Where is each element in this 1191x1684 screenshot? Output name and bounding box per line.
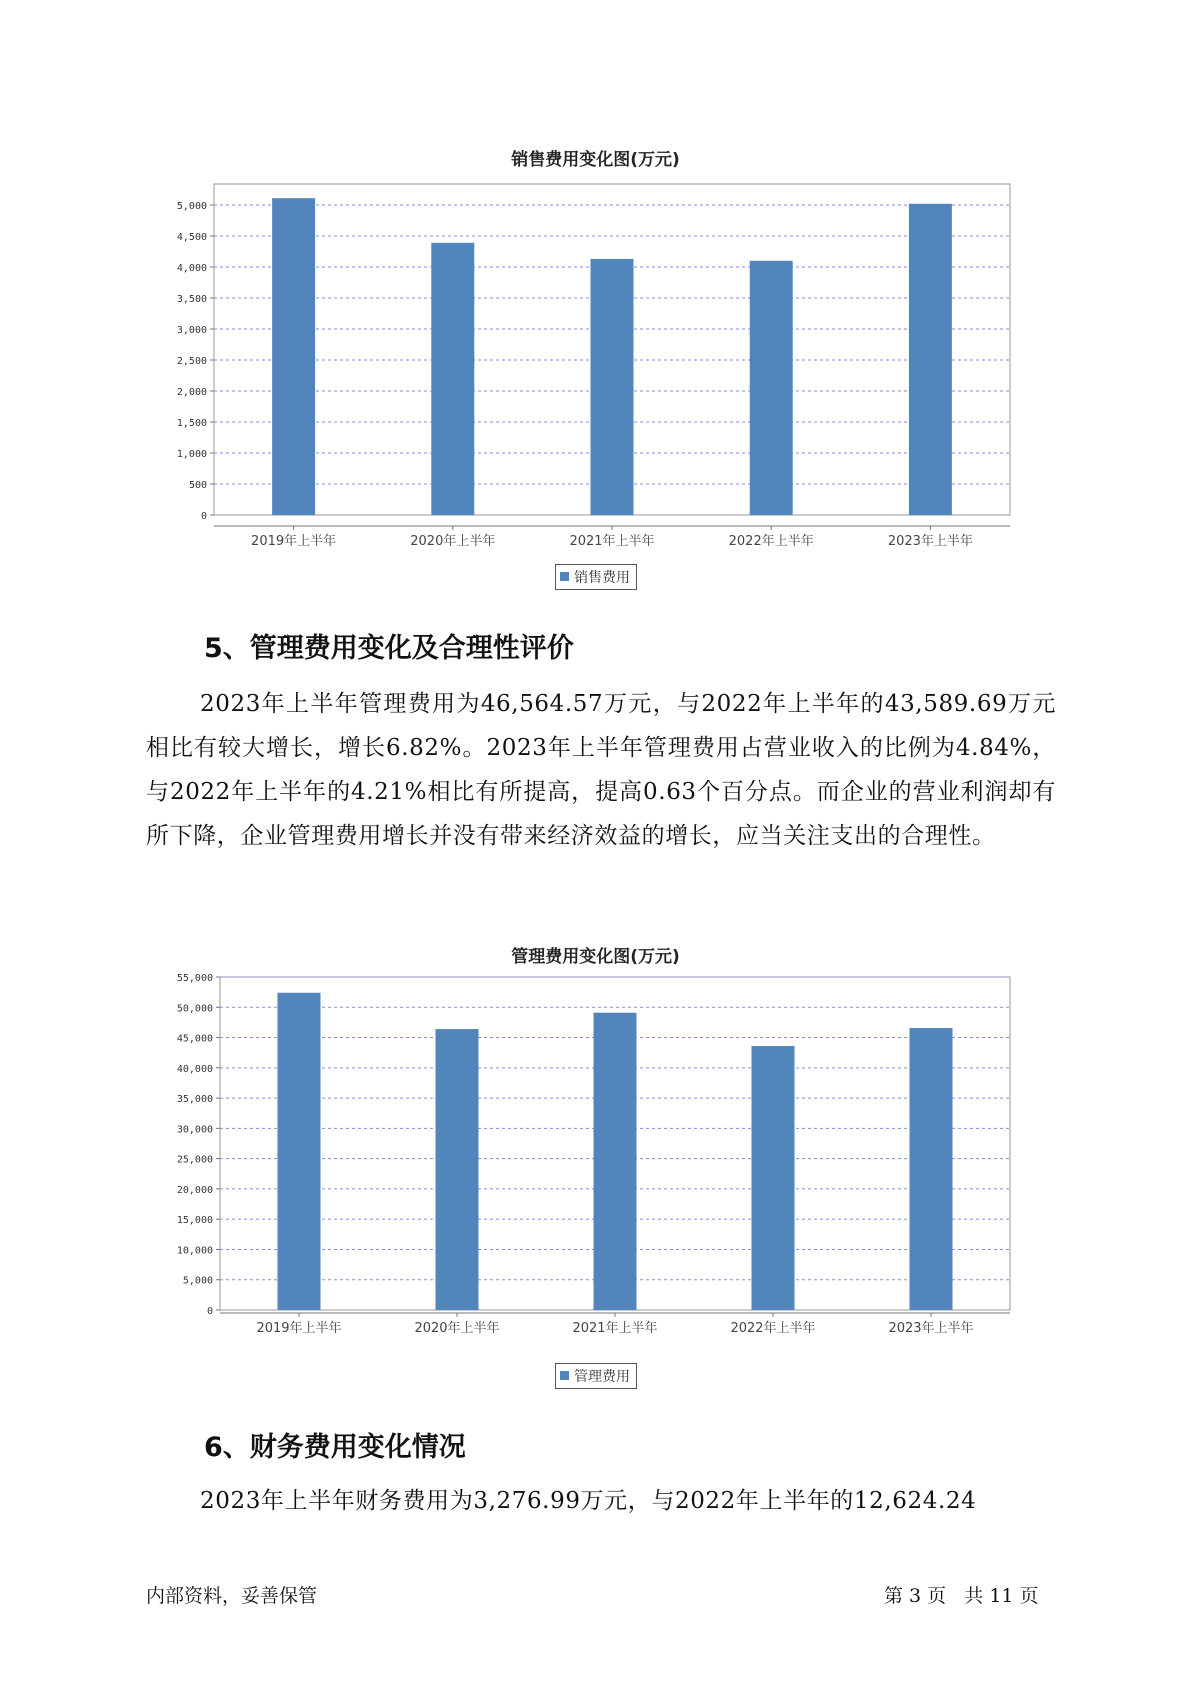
x-tick-label: 2023年上半年	[887, 534, 973, 549]
x-tick-label: 2019年上半年	[251, 534, 337, 549]
y-tick-label: 4,000	[176, 263, 207, 274]
x-tick-label: 2021年上半年	[569, 534, 655, 549]
y-tick-label: 10,000	[176, 1245, 213, 1257]
bar	[436, 1029, 479, 1310]
bar	[594, 1013, 637, 1310]
bar	[278, 993, 321, 1310]
y-tick-label: 55,000	[176, 973, 213, 984]
bar	[910, 1028, 953, 1310]
x-tick-label: 2019年上半年	[256, 1321, 342, 1336]
y-tick-label: 2,500	[176, 356, 207, 367]
section-6-heading: 6、财务费用变化情况	[204, 1432, 466, 1463]
section-5-paragraph: 2023年上半年管理费用为46,564.57万元，与2022年上半年的43,589.69万元相比有较大增长，增长6.82%。2023年上半年管理费用占营业收入的比例为4.84%，与2022年上半年的4.21%相比有所提高，提高0.63个百分点。而企业的营业利润却有所下降，企业管理费用增长并没有带来经济效益的增长，应当关注支出的合理性。	[146, 691, 1056, 849]
y-tick-label: 20,000	[176, 1184, 213, 1196]
footer-right: 第 3 页 共 11 页	[884, 1585, 1039, 1607]
y-tick-label: 5,000	[182, 1275, 213, 1287]
footer-left: 内部资料，妥善保管	[146, 1585, 318, 1607]
y-tick-label: 2,000	[176, 387, 207, 398]
chart-title: 管理费用变化图(万元)	[511, 947, 680, 967]
legend-label: 销售费用	[574, 570, 630, 586]
bar	[752, 1046, 795, 1310]
y-tick-label: 1,000	[176, 449, 207, 460]
chart-legend	[555, 1363, 637, 1389]
y-tick-label: 40,000	[176, 1063, 213, 1075]
x-tick-label: 2021年上半年	[572, 1321, 658, 1336]
section-6-paragraph: 2023年上半年财务费用为3,276.99万元，与2022年上半年的12,624.24	[200, 1488, 977, 1514]
y-tick-label: 4,500	[176, 232, 207, 243]
legend-swatch	[560, 1371, 569, 1380]
x-tick-label: 2022年上半年	[728, 534, 814, 549]
y-tick-label: 0	[200, 511, 207, 522]
x-tick-label: 2022年上半年	[730, 1321, 816, 1336]
x-tick-label: 2020年上半年	[414, 1321, 500, 1336]
x-tick-label: 2023年上半年	[888, 1321, 974, 1336]
y-tick-label: 500	[188, 480, 207, 491]
y-tick-label: 1,500	[176, 418, 207, 429]
y-tick-label: 30,000	[176, 1124, 213, 1136]
y-tick-label: 45,000	[176, 1033, 213, 1045]
y-tick-label: 50,000	[176, 1003, 213, 1015]
y-tick-label: 15,000	[176, 1215, 213, 1227]
legend-label: 管理费用	[574, 1369, 630, 1385]
y-tick-label: 3,000	[176, 325, 207, 336]
chart-title: 销售费用变化图(万元)	[511, 150, 680, 170]
y-tick-label: 3,500	[176, 294, 207, 305]
x-tick-label: 2020年上半年	[410, 534, 496, 549]
y-tick-label: 35,000	[176, 1094, 213, 1106]
section-5-heading: 5、管理费用变化及合理性评价	[204, 633, 574, 664]
y-tick-label: 5,000	[176, 201, 207, 212]
y-tick-label: 25,000	[176, 1154, 213, 1166]
y-tick-label: 0	[206, 1306, 213, 1317]
